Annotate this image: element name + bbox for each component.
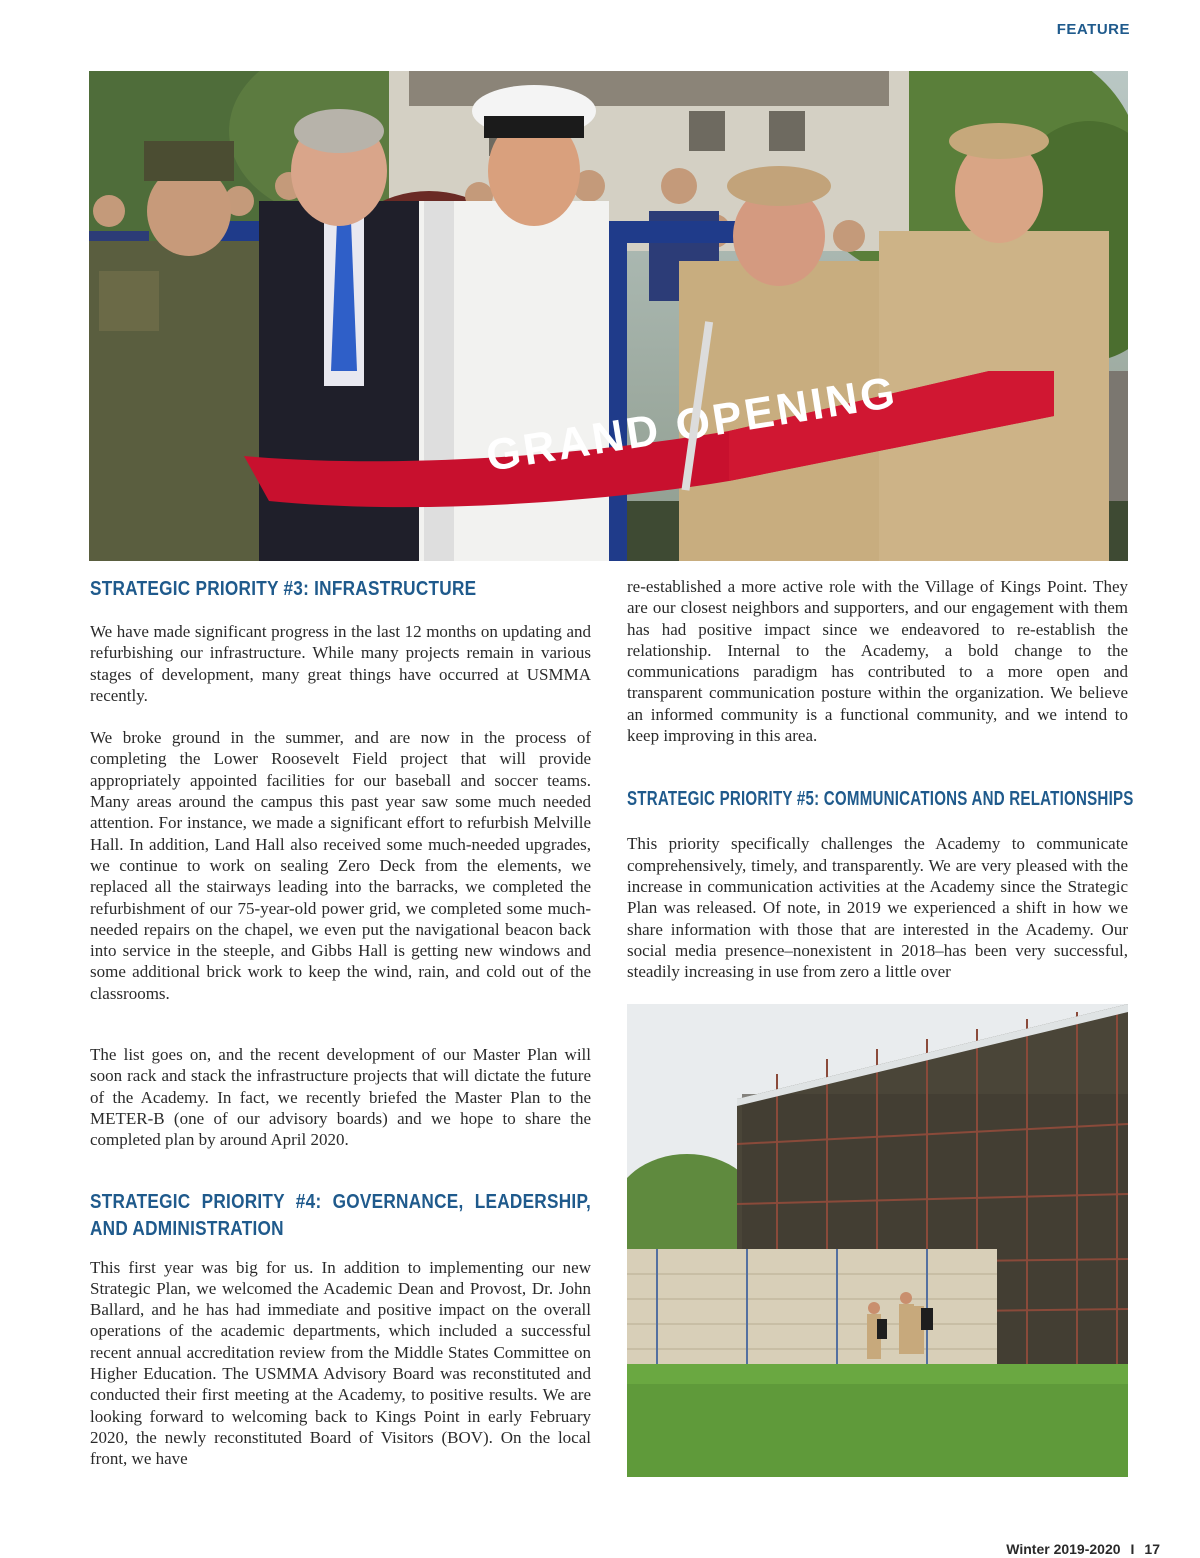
priority4-continuation: re-established a more active role with the Village of Kings Point. They are our closest neighbors and supporters, and our engagement with them has had positive impact since we endeavored to re-establish the relationship. Internal to the Academy, a bold change to the communications paradigm has contributed to a more open and transparent communication posture within the organization. We believe an informed community is a functional community, and we intend to keep improving in this area. [627,577,1128,746]
priority3-paragraph-1: We have made significant progress in the last 12 months on updating and refurbishing our infrastructure. While many projects remain in various stages of development, many great things have occurred at USMMA recently. [90,622,591,705]
priority5-paragraph-1: This priority specifically challenges the Academy to communicate comprehensively, timely, and transparently. We are very pleased with the increase in communication activities at the Academy since the Strategic Plan was released. Of note, in 2019 we experienced a shift in how we share information with those that are interested in the Academy. Our social media presence–nonexistent in 2018–has been very successful, steadily increasing in use from zero a little over [627,834,1128,982]
page-number: 17 [1144,1541,1160,1557]
priority3-paragraph-2: We broke ground in the summer, and are now in the process of completing the Lower Roosevelt Field project that will provide appropriately appointed facilities for our baseball and soccer teams. Many areas around the campus this past year saw some much needed attention. For instance, we made a significant effort to refurbish Melville Hall. In addition, Land Hall also received some much-needed upgrades, we continue to work on sealing Zero Deck from the elements, we replaced all the stairways leading into the barracks, we completed the refurbishment of our 75-year-old power grid, we completed some much-needed repairs on the chapel, we even put the navigational beacon back into service in the steeple, and Gibbs Hall is getting new windows and some additional brick work to keep the wind, rain, and cold out of the classrooms. [90,728,591,1003]
priority3-paragraph-3: The list goes on, and the recent development of our Master Plan will soon rack and stack the infrastructure projects that will dictate the future of the Academy. In fact, we recently briefed the Master Plan to the METER-B (one of our advisory boards) and we hope to share the completed plan by around April 2020. [90,1045,591,1150]
issue-label: Winter 2019-2020 [1006,1541,1121,1557]
footer-separator: I [1130,1541,1135,1557]
priority3-heading: STRATEGIC PRIORITY #3: INFRASTRUCTURE [90,578,477,600]
banner-text: GRAND OPENING [482,367,901,481]
section-tag: FEATURE [1056,21,1130,38]
priority5-heading: STRATEGIC PRIORITY #5: COMMUNICATIONS AND RELATIONSHIPS [627,788,1134,811]
left-column [90,576,591,1470]
scaffolding-building-photo [627,1004,1128,1477]
right-column [627,576,1134,982]
ribbon-cutting-photo [89,71,1128,561]
page-footer [940,1541,1160,1557]
priority4-heading: STRATEGIC PRIORITY #4: GOVERNANCE, LEADERSHIP, AND ADMINISTRATION [90,1190,591,1240]
priority4-paragraph-1: This first year was big for us. In addition to implementing our new Strategic Plan, we welcomed the Academic Dean and Provost, Dr. John Ballard, and he has had immediate and positive impact on the overall operations of the academic departments, which included a successful recent annual accreditation review from the Middle States Committee on Higher Education. The USMMA Advisory Board was reconstituted and conducted their first meeting at the Academy, to positive results. We are looking forward to welcoming back to Kings Point in early February 2020, the newly reconstituted Board of Visitors (BOV). On the local front, we have [90,1257,591,1469]
